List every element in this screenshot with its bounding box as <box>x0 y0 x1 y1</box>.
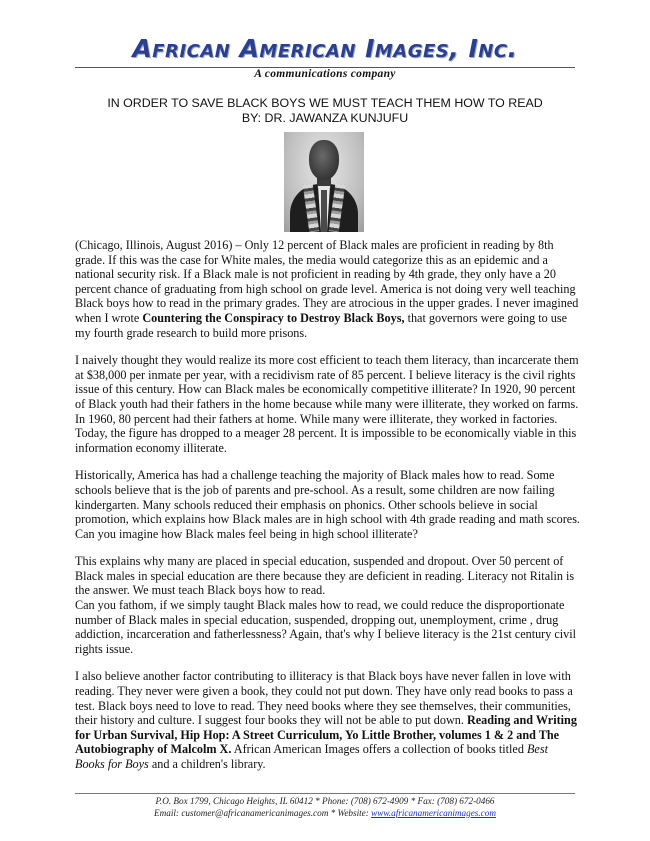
paragraph-6-text-end: and a children's library. <box>148 757 266 771</box>
article-byline: BY: DR. JAWANZA KUNJUFU <box>241 111 409 125</box>
portrait-tie <box>321 190 327 232</box>
footer-contact <box>0 808 650 820</box>
letterhead <box>0 34 650 63</box>
paragraph-4: This explains why many are placed in special education, suspended and dropout. Over 50 percent of Black males in special education are there because they are deficient in reading. Literacy not Ritalin is the answer. We must teach Black boys how to read. <box>75 554 575 598</box>
paragraph-2: I naively thought they would realize its more cost efficient to teach them literacy, than incarcerate them at $38,000 per inmate per year, with a recidivism rate of 85 percent. I believe literacy is the civil rights issue of this century. How can Black males be economically competitive illiterate? In 1920, 90 percent of Black youth had their fathers in the home because while many were illiterate, they worked on farms. In 1960, 80 percent had their fathers at home. While many were illiterate, they worked in factories. Today, the figure has dropped to a meager 28 percent. It is impossible to be economically viable in this information economy illiterate. <box>75 353 579 455</box>
footer-email: Email: customer@africanamericanimages.com * Website: <box>154 807 372 818</box>
article-heading <box>0 96 650 126</box>
suggested-book-titles: Reading and Writing for Urban Survival, Hip Hop: A Street Curriculum, Yo Little Brother, volumes 1 & 2 and The Autobiography of Malcolm X. <box>75 713 577 757</box>
paragraph-6 <box>75 669 580 771</box>
book-title-countering: Countering the Conspiracy to Destroy Black Boys, <box>142 310 405 325</box>
footer <box>0 796 650 819</box>
collection-title: Best Books for Boys <box>75 742 548 771</box>
footer-address: P.O. Box 1799, Chicago Heights, IL 60412 * Phone: (708) 672-4909 * Fax: (708) 672-0466 <box>155 796 495 806</box>
website-link[interactable]: www.africanamericanimages.com <box>371 807 496 818</box>
paragraph-3: Historically, America has had a challenge teaching the majority of Black males how to read. Some schools believe that is the job of parents and pre-school. As a result, some children are now failing kindergarten. Many schools reduced their emphasis on phonics. Other schools believe in social promotion, which explains how Black males are in high school with 4th grade reading and math scores. Can you imagine how Black males feel being in high school illiterate? <box>75 468 580 541</box>
portrait-head <box>309 140 339 180</box>
article-body <box>75 238 580 785</box>
footer-divider <box>75 793 575 794</box>
company-tagline: A communications company <box>254 68 396 80</box>
paragraph-5: Can you fathom, if we simply taught Black males how to read, we could reduce the disproportionate number of Black males in special education, suspended, dropping out, unemployment, crime , drug addiction, incarceration and fatherlessness? Again, that's why I believe literacy is the 21st century civil rights issue. <box>75 598 577 656</box>
paragraph-1-text-end: that governors were going to use my fourth grade research to build more prisons. <box>75 310 567 340</box>
company-name <box>0 34 650 63</box>
author-portrait <box>284 132 364 232</box>
article-title: IN ORDER TO SAVE BLACK BOYS WE MUST TEACH THEM HOW TO READ <box>107 96 543 110</box>
paragraph-6-text-mid: African American Images offers a collection of books titled <box>231 742 527 757</box>
paragraph-1-text: (Chicago, Illinois, August 2016) – Only 12 percent of Black males are proficient in reading by 8th grade. If this was the case for White males, the media would categorize this as an epidemic and a national security risk. If a Black male is not proficient in reading by 4th grade, they only have a 20 percent chance of graduating from high school on grade level. America is not doing very well teaching Black boys how to read in the primary grades. They are atrocious in the upper grades. I never imagined when I wrote <box>75 238 579 325</box>
paragraph-1 <box>75 238 580 340</box>
paragraph-6-text: I also believe another factor contributing to illiteracy is that Black boys have never fallen in love with reading. They never were given a book, they could not put down. They have only read books to pass a test. Black boys need to love to read. They need books where they see themselves, their communities, their history and culture. I suggest four books they will not be able to put down. <box>75 669 573 728</box>
company-name-text: African American Images, Inc. <box>132 34 518 63</box>
